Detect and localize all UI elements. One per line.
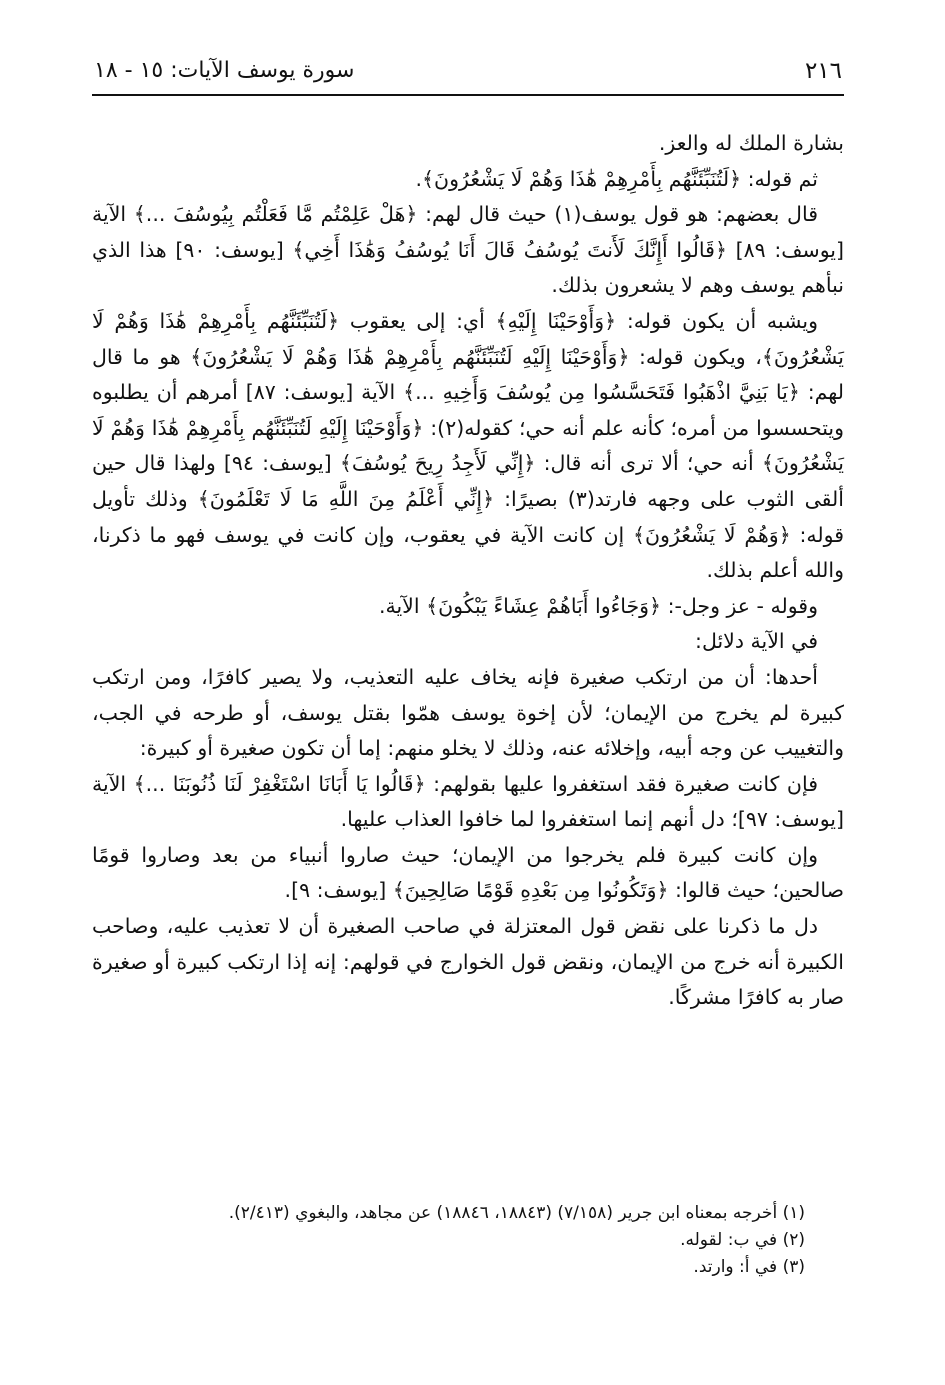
running-title: سورة يوسف الآيات: ١٥ - ١٨ (94, 58, 355, 83)
footnote: (١) أخرجه بمعناه ابن جرير (٧/١٥٨) (١٨٨٤٣، ١٨٨٤٦) عن مجاهد، والبغوي (٢/٤١٣). (228, 1203, 805, 1223)
page-header (92, 50, 844, 96)
paragraph: وإن كانت كبيرة فلم يخرجوا من الإيمان؛ حيث صاروا أنبياء من بعد وصاروا قومًا صالحين؛ حيث قالوا: ﴿وَتَكُونُوا مِن بَعْدِهِ قَوْمًا صَالِحِينَ﴾ [يوسف: ٩]. (92, 842, 844, 903)
body-text (92, 126, 844, 1016)
paragraph: دل ما ذكرنا على نقض قول المعتزلة في صاحب الصغيرة أن لا تعذيب عليه، وصاحب الكبيرة أنه خرج من الإيمان، ونقض قول الخوارج في قولهم: إنه إذا ارتكب كبيرة أو صغيرة صار به كافرًا مشركًا. (92, 914, 844, 1010)
paragraph: فإن كانت صغيرة فقد استغفروا عليها بقولهم: ﴿قَالُوا يَا أَبَانَا اسْتَغْفِرْ لَنَا ذُنُوبَنَا ...﴾ الآية [يوسف: ٩٧]؛ دل أنهم إنما استغفروا لما خافوا العذاب عليها. (92, 771, 844, 832)
paragraph: ويشبه أن يكون قوله: ﴿وَأَوْحَيْنَا إِلَيْهِ﴾ أي: إلى يعقوب ﴿لَتُنَبِّئَنَّهُم بِأَمْرِهِمْ هَٰذَا وَهُمْ لَا يَشْعُرُونَ﴾، ويكون قوله: ﴿وَأَوْحَيْنَا إِلَيْهِ لَتُنَبِّئَنَّهُم بِأَمْرِهِمْ هَٰذَا وَهُمْ لَا يَشْعُرُونَ﴾ هو ما قال لهم: ﴿يَا بَنِيَّ اذْهَبُوا فَتَحَسَّسُوا مِن يُوسُفَ وَأَخِيهِ ...﴾ الآية [يوسف: ٨٧] أمرهم أن يطلبوه ويتحسسوا من أمره؛ كأنه علم أنه حي؛ كقوله(٢): ﴿وَأَوْحَيْنَا إِلَيْهِ لَتُنَبِّئَنَّهُم بِأَمْرِهِمْ هَٰذَا وَهُمْ لَا يَشْعُرُونَ﴾ أنه حي؛ ألا ترى أنه قال: ﴿إِنِّي لَأَجِدُ رِيحَ يُوسُفَ﴾ [يوسف: ٩٤] ولهذا قال حين ألقى الثوب على وجهه فارتد(٣) بصيرًا: ﴿إِنِّي أَعْلَمُ مِنَ اللَّهِ مَا لَا تَعْلَمُونَ﴾ وذلك تأويل قوله: ﴿وَهُمْ لَا يَشْعُرُونَ﴾ إن كانت الآية في يعقوب، وإن كانت في يوسف فهو ما ذكرنا، والله أعلم بذلك. (92, 308, 844, 583)
book-page (92, 50, 844, 1016)
paragraph: قال بعضهم: هو قول يوسف(١) حيث قال لهم: ﴿هَلْ عَلِمْتُم مَّا فَعَلْتُم بِيُوسُفَ ...﴾ الآية [يوسف: ٨٩] ﴿قَالُوا أَإِنَّكَ لَأَنتَ يُوسُفُ قَالَ أَنَا يُوسُفُ وَهَٰذَا أَخِي﴾ [يوسف: ٩٠] هذا الذي نبأهم يوسف وهم لا يشعرون بذلك. (92, 202, 844, 298)
paragraph: أحدها: أن من ارتكب صغيرة فإنه يخاف عليه التعذيب، ولا يصير كافرًا، ومن ارتكب كبيرة لم يخرج من الإيمان؛ لأن إخوة يوسف همّوا بقتل يوسف، أو طرحه في الجب، والتغييب عن وجه أبيه، وإخلائه عنه، وذلك لا يخلو منهم: إما أن تكون صغيرة أو كبيرة: (92, 664, 844, 761)
paragraph: ثم قوله: ﴿لَتُنَبِّئَنَّهُم بِأَمْرِهِمْ هَٰذَا وَهُمْ لَا يَشْعُرُونَ﴾. (415, 166, 818, 191)
paragraph: وقوله - عز وجل-: ﴿وَجَاءُوا أَبَاهُمْ عِشَاءً يَبْكُونَ﴾ الآية. (378, 593, 818, 618)
section-heading: في الآية دلائل: (695, 629, 818, 654)
footnote: (٣) في أ: وارتد. (693, 1257, 805, 1277)
footnotes (92, 1200, 805, 1281)
page-number: ٢١٦ (804, 58, 842, 84)
footnote: (٢) في ب: لقوله. (680, 1230, 805, 1250)
paragraph: بشارة الملك له والعز. (658, 131, 844, 155)
